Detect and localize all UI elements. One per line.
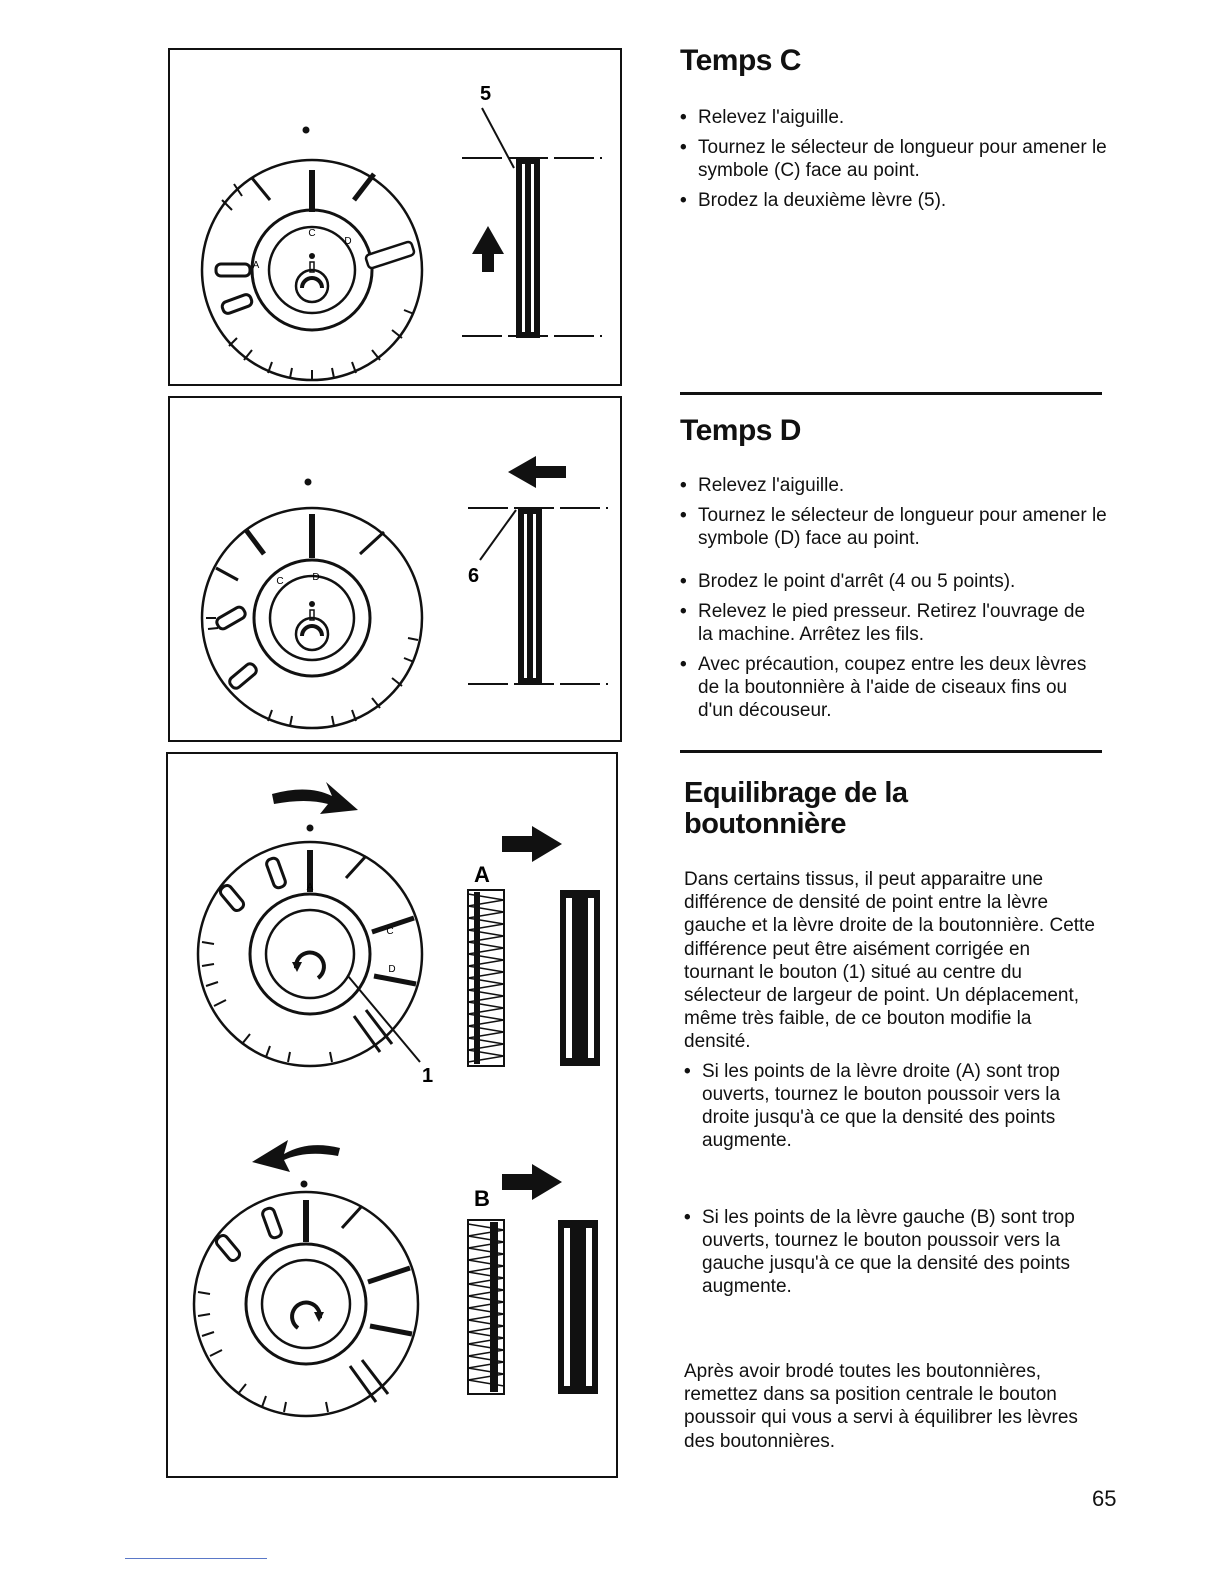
callout-6: 6 [468,565,480,587]
list-item: • Avec précaution, coupez entre les deux lèvres de la boutonnière à l'aide de ciseaux fins ou d'un découseur. [680,653,1100,722]
stitch-selector-dial [202,160,422,380]
list-item: • Si les points de la lèvre gauche (B) sont trop ouverts, tournez le bouton poussoir vers la gauche jusqu'à ce que la densité des points augmente. [684,1206,1104,1298]
figure-equilibrage-drawing [168,754,616,1476]
temps-d-steps-2 [680,570,1100,729]
rotate-left-arrow-icon [252,1140,340,1172]
equilibrage-bullet-a [684,1060,1104,1159]
list-item: • Tournez le sélecteur de longueur pour amener le symbole (C) face au point. [680,136,1120,182]
arrow-left-icon [508,456,566,488]
rotate-right-arrow-icon [272,782,358,814]
dial-letter-c: C [276,576,284,587]
list-item: • Relevez l'aiguille. [680,106,1120,129]
equilibrage-closing: Après avoir brodé toutes les boutonnières, remettez dans sa position centrale le bouton poussoir qui vous a servi à équilibrer les lèvres des boutonnières. [684,1361,1078,1452]
callout-5: 5 [480,83,492,105]
figure-temps-d [168,396,622,742]
heading-equilibrage [684,778,1104,840]
stitch-width-dial-top [198,842,422,1066]
heading-line-1: Equilibrage de la [684,777,908,809]
list-item: • Brodez la deuxième lèvre (5). [680,189,1120,212]
equilibrage-intro: Dans certains tissus, il peut apparaitre une différence de densité de point entre la lèvre gauche et la lèvre droite de la boutonnière. Cette différence peut être aisément corrigée en tournant le bouton (1) situé au centre du sélecteur de largeur de point. Un déplacement, même très faible, de ce bouton modifie la densité. [684,869,1095,1053]
temps-c-steps [680,106,1120,219]
figure-temps-c [168,48,622,386]
heading-line-2: boutonnière [684,808,847,840]
buttonhole-stitch-a-open [468,890,504,1066]
list-item: • Tournez le sélecteur de longueur pour amener le symbole (D) face au point. [680,504,1120,550]
equilibrage-bullet-b [684,1206,1104,1305]
stitch-width-dial-bottom [194,1192,418,1416]
list-item: • Si les points de la lèvre droite (A) sont trop ouverts, tournez le bouton poussoir vers la droite jusqu'à ce que la densité des points augmente. [684,1060,1104,1152]
dial-letter-c: C [386,926,394,937]
list-item: • Relevez l'aiguille. [680,474,1120,497]
dial-letter-c: C [308,228,316,239]
dial-letter-d: D [312,572,320,583]
heading-temps-d: Temps D [680,414,801,447]
dial-letter-a: A [252,260,260,271]
label-b: B [474,1186,490,1211]
page-number: 65 [1092,1486,1117,1511]
buttonhole-stitch [468,508,608,684]
list-item: • Relevez le pied presseur. Retirez l'ouvrage de la machine. Arrêtez les fils. [680,600,1100,646]
section-divider [680,392,1102,395]
buttonhole-stitch-b-dense [558,1220,598,1394]
temps-d-steps [680,474,1120,557]
list-item: • Brodez le point d'arrêt (4 ou 5 points). [680,570,1100,593]
stitch-selector-dial [202,508,422,728]
figure-temps-d-drawing [170,398,620,740]
figure-temps-c-drawing [170,50,620,384]
dial-letter-d: D [388,964,396,975]
buttonhole-stitch-a-dense [560,890,600,1066]
crop-mark [125,1558,267,1559]
dial-letter-d: D [344,236,352,247]
section-divider [680,750,1102,753]
arrow-right-icon [502,826,562,862]
callout-1: 1 [422,1065,434,1087]
arrow-up-icon [472,226,504,272]
buttonhole-stitch-b-open [468,1220,504,1394]
figure-equilibrage [166,752,618,1478]
arrow-right-icon [502,1164,562,1200]
label-a: A [474,862,490,887]
heading-temps-c: Temps C [680,44,801,77]
dial-letter-a: A [306,882,314,893]
